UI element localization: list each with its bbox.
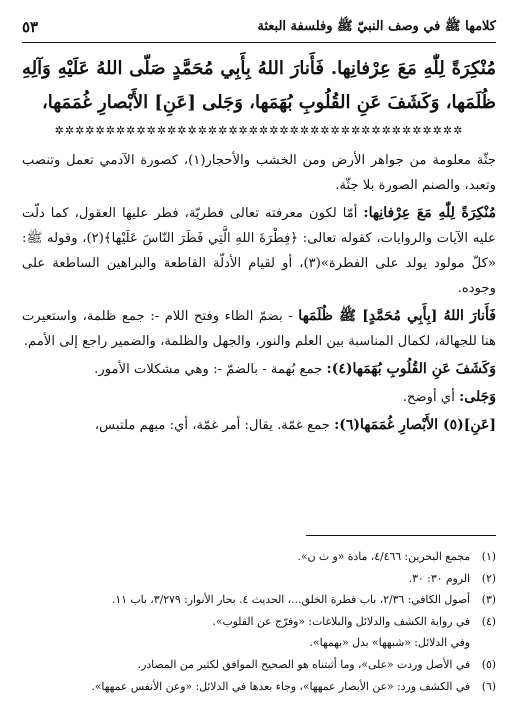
commentary-paragraph: فَأَنارَ اللهُ [بِأَبِي مُحَمَّدٍ] ﷺ ظُلَمَها - بضمّ الظاء وفتح اللام -: جمع ظلمة، واستعيرت هنا للجهالة، لكمال المناسبة بين العلم والنور، والجهل والظلمة، والضمير راجع إلى الأمم. <box>22 308 496 349</box>
footnote: (٥) في الأصل وردت «على»، وما أثبتناه هو الصحيح الموافق لكثير من المصادر. <box>137 657 496 671</box>
footnote-continuation: وفي الدلائل: «شبهها» بدل «بهمها». <box>309 636 470 650</box>
footnotes <box>22 546 496 697</box>
footnote: (٤) في رواية الكشف والدلائل والبلاغات: «وفرّج عن القلوب». <box>212 614 496 628</box>
running-title: كلامها ﷺ في وصف النبيّ ﷺ وفلسفة البعثة <box>257 18 496 34</box>
page-number: ٥٣ <box>22 18 39 36</box>
commentary-paragraph: وَجَلى: أي أوضح. <box>402 389 496 405</box>
ornamental-divider: ✲✲✲✲✲✲✲✲✲✲✲✲✲✲✲✲✲✲✲✲✲✲✲✲✲✲✲✲✲✲✲✲✲✲✲✲✲✲✲✲ <box>54 124 464 137</box>
commentary-paragraph: جثّة معلومة من جواهر الأرض ومن الخشب والأحجار(١)، كصورة الآدمي تعمل وتنصب وتعبد، والصنم الصورة بلا جثّة. <box>22 153 496 193</box>
lemma: وَجَلى: <box>459 389 496 405</box>
commentary-paragraph: وَكَشَفَ عَنِ القُلُوبِ بُهَمَها(٤): جمع بُهمة - بالضمّ -: وهي مشكلات الأمور. <box>94 361 496 377</box>
header-rule <box>22 42 496 43</box>
footnote: (١) مجمع البحرين: ٤/٤٦٦، مادة «و ث ن». <box>297 550 496 563</box>
commentary-paragraph: [عَنِ](٥) الأَبْصارِ غُمَمَها(٦): جمع غمّة. يقال: أمر غمّة، أي: مبهم ملتبس، <box>94 417 496 433</box>
commentary-paragraph: مُنْكِرَةً لِلّٰهِ مَعَ عِرْفانِها: أمّا لكون معرفته تعالى فطريّة، فطر عليها العقول، كما دلّت عليه الآيات والروايات، كقوله تعالى: ﴿فِطْرَةَ اللهِ الَّتِي فَطَرَ النّاسَ عَلَيْها﴾(٢)، وقوله ﷺ: «كلّ مولود يولد على الفطرة»(٣)، أو لقيام الأدلّة القاطعة والبراهين الساطعة على وجوده. <box>22 205 496 296</box>
sermon-text: مُنْكِرَةً لِلّٰهِ مَعَ عِرْفانِها. فَأَنارَ اللهُ بِأَبِي مُحَمَّدٍ صَلّى اللهُ عَلَيْهِ وَآلِهِ ظُلَمَها، وَكَشَفَ عَنِ القُلُوبِ بُهَمَها، وَجَلى [عَنِ] الأَبْصارِ غُمَمَها، <box>22 58 496 113</box>
footnote: (٢) الروم ٣٠: ٣٠. <box>408 571 496 585</box>
lemma: مُنْكِرَةً لِلّٰهِ مَعَ عِرْفانِها: <box>363 205 496 221</box>
footnote: (٦) في الكشف ورد: «عن الأبصار عمهها»، وجاء بعدها في الدلائل: «وعن الأنفس عمهها». <box>91 679 496 693</box>
footnote: (٣) أصول الكافي: ٢/٣٦، باب فطرة الخلق...، الحديث ٤. بحار الأنوار: ٣/٢٧٩، باب ١١. <box>111 593 496 607</box>
commentary-body <box>22 148 496 441</box>
lemma: فَأَنارَ اللهُ [بِأَبِي مُحَمَّدٍ] ﷺ ظُلَمَها <box>298 308 496 324</box>
lemma: [عَنِ](٥) الأَبْصارِ غُمَمَها(٦): <box>334 417 496 433</box>
footnote-rule <box>306 535 496 536</box>
page-header <box>22 16 496 38</box>
lemma: وَكَشَفَ عَنِ القُلُوبِ بُهَمَها(٤): <box>326 361 496 377</box>
